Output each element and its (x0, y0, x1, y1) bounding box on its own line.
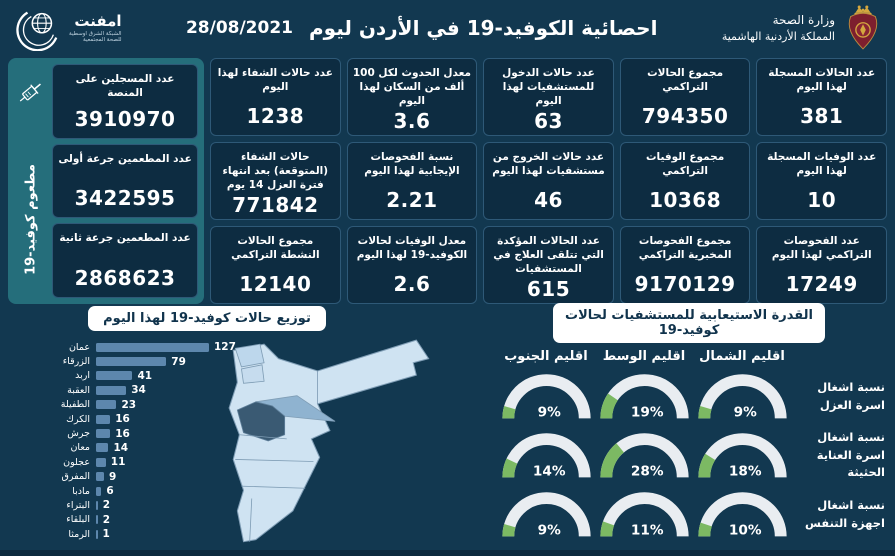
bar-category-label: البتراء (66, 499, 90, 511)
stat-column-5 (210, 58, 341, 304)
header (0, 0, 895, 56)
gauge (501, 486, 592, 543)
bar-segment (96, 501, 98, 510)
bar-segment (96, 386, 126, 395)
gauge-fill (508, 408, 510, 419)
gauge-fill (704, 408, 706, 419)
bar-value-label: 23 (121, 398, 137, 411)
stat-column-3 (483, 58, 614, 304)
bar-segment (96, 429, 110, 438)
bar-row (28, 470, 358, 484)
bar-value-label: 79 (171, 355, 186, 368)
vaccine-card (52, 223, 198, 298)
stat-card-label: مجموع الحالات التراكمي (647, 67, 724, 94)
bar-category-label: اربد (75, 370, 90, 382)
bar-value-label: 127 (214, 341, 236, 354)
bar-row (28, 498, 358, 512)
gauge (501, 427, 592, 484)
bar-category-label: عجلون (63, 456, 90, 468)
vaccine-card-label: عدد المسجلين على المنصة (75, 73, 175, 100)
bar-row (28, 383, 358, 397)
bar-row (28, 455, 358, 469)
bar-value-label: 9 (109, 470, 117, 483)
bar-category-label: عمان (68, 341, 90, 353)
stat-card (620, 58, 751, 136)
cases-distribution-title: توزيع حالات كوفيد-19 لهذا اليوم (88, 306, 326, 331)
page-title: احصائية الكوفيد-19 في الأردن ليوم (309, 16, 658, 40)
region-header: اقليم الشمال (699, 349, 785, 364)
stat-card (756, 58, 887, 136)
stat-card (347, 58, 478, 136)
stat-card-label: مجموع الفحوصات المخبرية التراكمي (638, 235, 732, 262)
stat-card (347, 226, 478, 304)
stat-card-value: 2.6 (393, 272, 431, 296)
emphnet-globe-icon (16, 5, 62, 51)
stat-card-value: 771842 (232, 192, 319, 217)
vaccine-card-label: عدد المطعمين جرعة ثانية (59, 232, 191, 245)
ministry-country: المملكة الأردنية الهاشمية (721, 29, 835, 43)
stat-card-value: 1238 (246, 104, 305, 128)
bar-segment (96, 415, 110, 424)
gauge (599, 368, 690, 425)
gauge-row-label: نسبة اشغال اسرة العزل (817, 379, 885, 412)
stat-card-value: 794350 (641, 104, 729, 128)
org-subtitle-1: الشبكة الشرق اوسطية (69, 30, 122, 37)
bar-segment (96, 443, 108, 452)
bar-value-label: 16 (115, 413, 130, 426)
bar-category-label: الطفيلة (60, 399, 90, 411)
bar-segment (96, 487, 101, 496)
bar-category-label: الرمثا (68, 528, 90, 540)
bar-rows (28, 340, 358, 541)
stat-column-1 (756, 58, 887, 304)
ministry-name: وزارة الصحة (772, 12, 835, 27)
ministry-block (722, 4, 883, 52)
vaccine-card-value: 3910970 (74, 106, 176, 131)
bar-category-label: العقبة (67, 384, 90, 396)
stat-card (756, 226, 887, 304)
stat-card-label: عدد الفحوصات التراكمي لهذا اليوم (771, 235, 872, 262)
bar-row (28, 354, 358, 368)
gauge-fill (508, 526, 510, 537)
gauge-percent-label: 18% (728, 463, 762, 480)
bar-segment (96, 371, 132, 380)
bar-value-label: 2 (102, 513, 111, 526)
vaccine-sidebar (14, 64, 48, 298)
vaccine-cards (52, 64, 198, 298)
bar-category-label: مادبا (72, 485, 90, 497)
bar-segment (96, 515, 98, 524)
gauge-percent-label: 28% (630, 463, 664, 480)
gauge (697, 486, 788, 543)
stat-card-label: مجموع الوفيات التراكمي (645, 151, 725, 178)
cases-distribution-chart (28, 306, 358, 541)
bar-row (28, 412, 358, 426)
bar-row (28, 369, 358, 383)
stat-card-value: 46 (534, 188, 563, 212)
gauges-grid (487, 349, 891, 543)
bar-value-label: 2 (102, 499, 111, 512)
stat-column-2 (620, 58, 751, 304)
stat-card (620, 142, 751, 220)
stat-card-label: عدد الحالات المسجلة لهذا اليوم (768, 67, 876, 94)
stat-card-value: 9170129 (634, 272, 736, 296)
stat-card (620, 226, 751, 304)
bar-value-label: 16 (115, 427, 130, 440)
stat-card-label: عدد حالات الخروج من مستشفيات لهذا اليوم (492, 151, 605, 178)
syringe-icon (12, 73, 50, 111)
vaccine-side-label: مطعوم كوفيد-19 (23, 164, 39, 275)
emphnet-block (16, 5, 122, 51)
bar-category-label: معان (70, 442, 90, 454)
region-header: اقليم الجنوب (504, 349, 588, 364)
gauge-percent-label: 14% (532, 463, 566, 480)
vaccine-card (52, 144, 198, 219)
vaccine-card-label: عدد المطعمين جرعة أولى (58, 152, 192, 165)
gauge-percent-label: 9% (537, 522, 561, 539)
bar-row (28, 340, 358, 354)
stat-card-label: معدل الوفيات لحالات الكوفيد-19 لهذا اليوم (356, 235, 468, 262)
stat-card (756, 142, 887, 220)
vaccine-panel (8, 58, 204, 304)
header-title-block (122, 16, 722, 40)
bar-row (28, 527, 358, 541)
stat-card (483, 142, 614, 220)
stat-card (347, 142, 478, 220)
gauge (599, 427, 690, 484)
bar-category-label: الكرك (66, 413, 90, 425)
stat-card-value: 10368 (649, 188, 722, 212)
bar-row (28, 513, 358, 527)
stat-card-value: 10 (807, 188, 837, 212)
gauge (697, 368, 788, 425)
bar-row (28, 398, 358, 412)
jordan-coat-of-arms-icon (843, 4, 883, 52)
stat-card-label: مجموع الحالات النشطة التراكمي (231, 235, 320, 262)
stat-card-label: عدد الحالات المؤكدة التي تتلقى العلاج في المستشفيات (493, 235, 604, 276)
bar-segment (96, 530, 98, 539)
stat-card-value: 63 (534, 108, 563, 133)
stat-card-value: 17249 (785, 272, 858, 296)
bar-category-label: البلقاء (66, 514, 90, 526)
stat-card-value: 12140 (239, 272, 312, 296)
gauge-percent-label: 9% (733, 404, 757, 421)
bar-value-label: 41 (137, 369, 153, 382)
bar-category-label: الزرقاء (62, 356, 90, 368)
bar-value-label: 14 (113, 441, 129, 454)
org-text (69, 12, 122, 45)
bar-row (28, 441, 358, 455)
stat-card (210, 58, 341, 136)
bar-value-label: 6 (106, 485, 114, 498)
stat-card-value: 615 (526, 276, 571, 301)
stat-card-value: 3.6 (393, 108, 431, 133)
hospital-capacity-title: القدرة الاستيعابية للمستشفيات لحالات كوفيد-19 (553, 303, 825, 343)
region-header: اقليم الوسط (602, 349, 686, 364)
gauge-fill (606, 448, 620, 477)
bar-segment (96, 343, 209, 352)
stat-card-label: عدد حالات الدخول للمستشفيات لهذا اليوم (502, 67, 595, 108)
stat-card (483, 226, 614, 304)
vaccine-card-value: 2868623 (74, 266, 176, 291)
report-date: 28/08/2021 (185, 18, 293, 38)
gauge-percent-label: 11% (630, 522, 664, 539)
stat-card-value: 2.21 (386, 188, 438, 212)
bar-segment (96, 400, 116, 409)
gauge (599, 486, 690, 543)
stat-card-label: معدل الحدوث لكل 100 ألف من السكان لهذا اليوم (352, 67, 471, 108)
vaccine-card-value: 3422595 (74, 186, 176, 211)
bar-segment (96, 472, 104, 481)
gauge-fill (606, 397, 613, 418)
org-subtitle-2: للصحة المجتمعية (83, 37, 122, 44)
bar-value-label: 1 (102, 528, 110, 541)
bar-segment (96, 357, 166, 366)
bar-category-label: المفرق (61, 471, 90, 483)
gauge-fill (508, 461, 512, 477)
gauge (501, 368, 592, 425)
bar-category-label: جرش (67, 428, 90, 440)
gauge-fill (704, 457, 710, 477)
gauge-percent-label: 9% (537, 404, 561, 421)
gauge-row-label: نسبة اشغال اجهزة التنفس (805, 497, 885, 530)
bar-value-label: 34 (131, 384, 146, 397)
ministry-text (722, 11, 835, 46)
gauge-percent-label: 19% (630, 404, 664, 421)
stat-card (210, 226, 341, 304)
gauge-percent-label: 10% (728, 522, 762, 539)
stat-card-label: نسبة الفحوصات الإيجابية لهذا اليوم (364, 151, 460, 178)
stat-card-label: عدد الوفيات المسجلة لهذا اليوم (767, 151, 877, 178)
gauge-fill (704, 525, 706, 537)
bar-segment (96, 458, 106, 467)
bar-value-label: 11 (110, 456, 126, 469)
stat-column-4 (347, 58, 478, 304)
stat-card-label: حالات الشفاء (المتوقعة) بعد انتهاء فترة العزل 14 يوم (222, 151, 329, 192)
hospital-capacity-section (487, 303, 891, 543)
gauge-row-label: نسبة اشغال اسرة العناية الحثيثة (816, 429, 885, 480)
stat-card-label: عدد حالات الشفاء لهذا اليوم (217, 67, 333, 94)
org-name: امفنت (74, 11, 122, 30)
vaccine-card (52, 64, 198, 139)
gauge-fill (606, 523, 608, 536)
stat-card (483, 58, 614, 136)
stat-card-value: 381 (800, 104, 844, 128)
stat-card (210, 142, 341, 220)
stats-grid (8, 58, 887, 304)
gauge (697, 427, 788, 484)
bar-row (28, 426, 358, 440)
bar-row (28, 484, 358, 498)
